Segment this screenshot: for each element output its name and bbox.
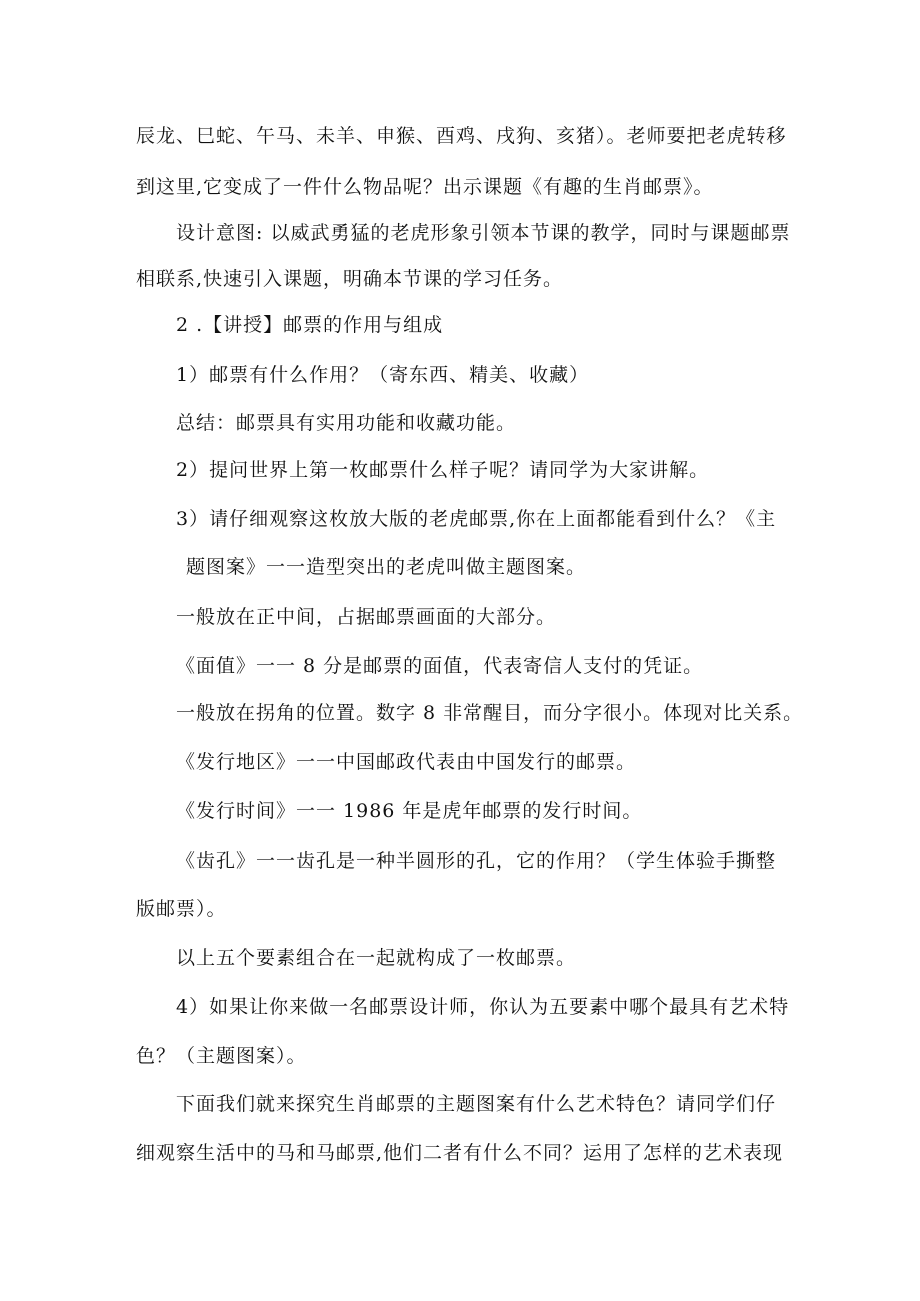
text-line: 《齿孔》一一齿孔是一种半圆形的孔，它的作用？（学生体验手撕整 <box>176 850 777 872</box>
text-line: 《面值》一一 8 分是邮票的面值，代表寄信人支付的凭证。 <box>176 655 704 677</box>
text-line: 以上五个要素组合在一起就构成了一枚邮票。 <box>176 947 577 969</box>
text-line: 《发行时间》一一 1986 年是虎年邮票的发行时间。 <box>176 800 643 822</box>
text-line: 总结：邮票具有实用功能和收藏功能。 <box>176 412 517 434</box>
text-line: 《发行地区》一一中国邮政代表由中国发行的邮票。 <box>176 751 637 773</box>
text-line: 3）请仔细观察这枚放大版的老虎邮票,你在上面都能看到什么？《主 <box>176 508 777 530</box>
text-line: 色？（主题图案）。 <box>136 1045 307 1067</box>
text-line: 辰龙、巳蛇、午马、未羊、申猴、酉鸡、戌狗、亥猪）。老师要把老虎转移 <box>136 125 787 147</box>
text-line: 下面我们就来探究生肖邮票的主题图案有什么艺术特色？请同学们仔 <box>176 1093 777 1115</box>
text-line: 1）邮票有什么作用？（寄东西、精美、收藏） <box>176 364 590 386</box>
text-line: 到这里,它变成了一件什么物品呢？出示课题《有趣的生肖邮票》。 <box>136 176 714 198</box>
text-line: 4）如果让你来做一名邮票设计师，你认为五要素中哪个最具有艺术特 <box>176 996 790 1018</box>
text-line: 细观察生活中的马和马邮票,他们二者有什么不同？运用了怎样的艺术表现 <box>136 1142 784 1164</box>
section-heading: 2 .【讲授】邮票的作用与组成 <box>176 314 444 336</box>
text-line: 设计意图: 以威武勇猛的老虎形象引领本节课的教学，同时与课题邮票 <box>176 222 791 244</box>
text-line: 一般放在拐角的位置。数字 8 非常醒目，而分字很小。体现对比关系。 <box>176 702 804 724</box>
text-line: 相联系,快速引入课题，明确本节课的学习任务。 <box>136 268 564 290</box>
text-line: 版邮票）。 <box>136 898 227 920</box>
text-line: 2）提问世界上第一枚邮票什么样子呢？请同学为大家讲解。 <box>176 459 710 481</box>
text-line: 一般放在正中间，占据邮票画面的大部分。 <box>176 606 557 628</box>
text-line: 题图案》一一造型突出的老虎叫做主题图案。 <box>186 556 587 578</box>
